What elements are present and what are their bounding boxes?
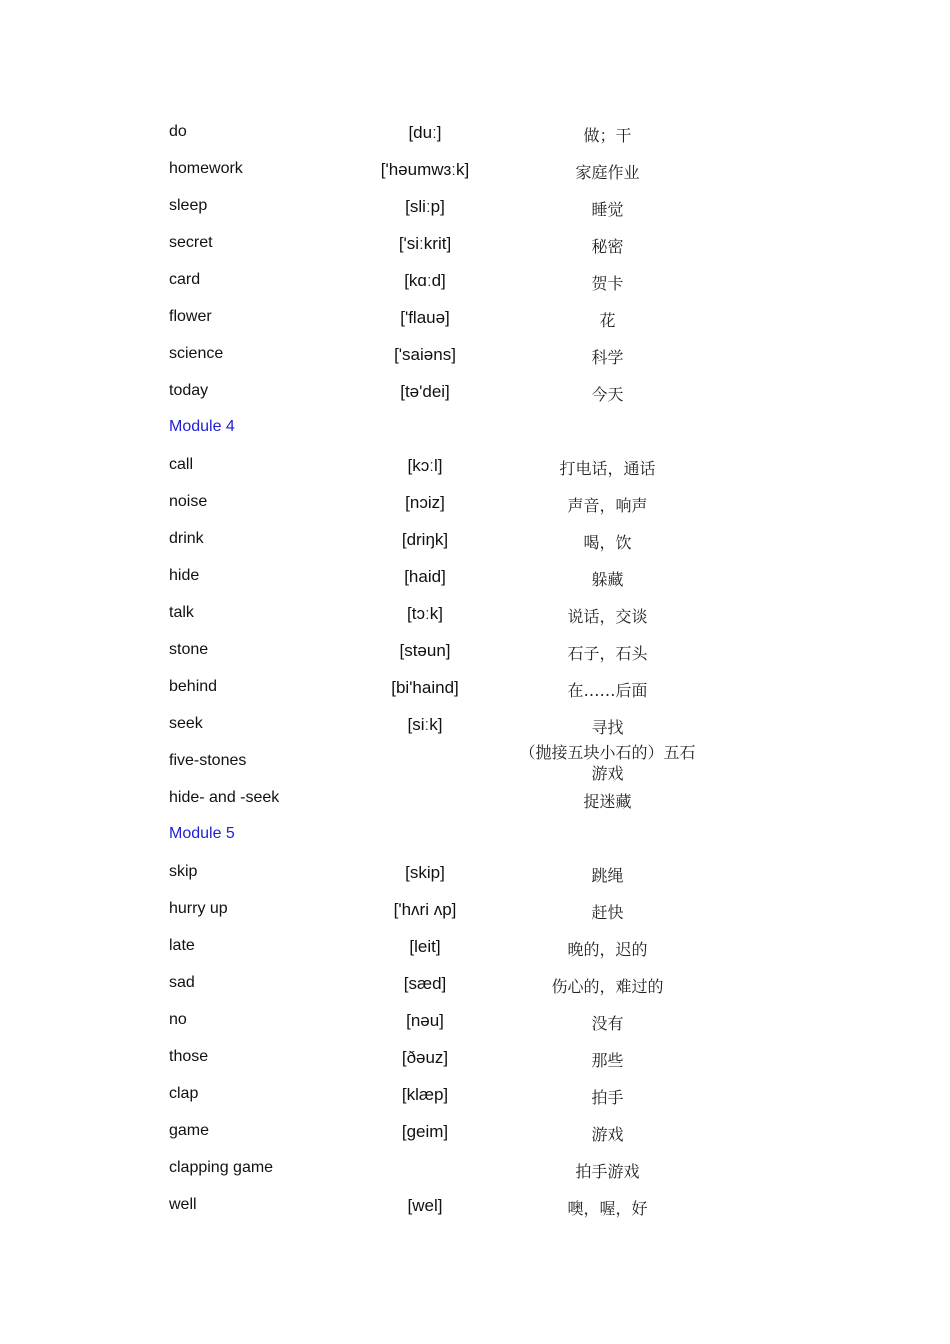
word-cell: skip <box>169 863 198 880</box>
meaning-cell: 睡觉 <box>591 200 624 219</box>
word-cell: clap <box>169 1085 199 1102</box>
table-row <box>0 263 950 300</box>
phonetic-cell: [leit] <box>409 937 441 956</box>
phonetic-cell: [tɔːk] <box>407 604 443 623</box>
table-row <box>0 522 950 559</box>
table-row <box>0 226 950 263</box>
phonetic-cell: [wel] <box>407 1196 443 1215</box>
meaning-cell: 伤心的，难过的 <box>551 977 664 996</box>
meaning-cell: 石子，石头 <box>567 644 648 663</box>
vocabulary-list <box>0 115 950 1225</box>
phonetic-cell: [nəu] <box>406 1011 444 1030</box>
phonetic-cell: [bi'haind] <box>391 678 459 697</box>
phonetic-cell: [driŋk] <box>401 530 449 549</box>
table-row <box>0 744 950 781</box>
table-row <box>0 374 950 411</box>
table-row <box>0 152 950 189</box>
word-cell: stone <box>169 641 209 658</box>
word-cell: seek <box>169 715 203 732</box>
word-cell: five-stones <box>169 752 247 769</box>
module-heading: Module 5 <box>169 825 235 842</box>
word-cell: game <box>169 1122 210 1139</box>
section-heading-row <box>0 411 950 448</box>
table-row <box>0 559 950 596</box>
table-row <box>0 707 950 744</box>
meaning-cell: 秘密 <box>591 237 624 256</box>
word-cell: well <box>169 1196 197 1213</box>
meaning-cell: 没有 <box>591 1014 624 1033</box>
meaning-cell: 晚的，迟的 <box>567 940 648 959</box>
phonetic-cell: [klæp] <box>401 1085 449 1104</box>
word-cell: today <box>169 382 209 399</box>
table-row <box>0 966 950 1003</box>
meaning-cell: 在……后面 <box>567 681 648 700</box>
phonetic-cell: [duː] <box>408 123 442 142</box>
phonetic-cell: [nɔiz] <box>405 493 445 512</box>
word-cell: sleep <box>169 197 208 214</box>
word-cell: sad <box>169 974 195 991</box>
meaning-cell: 拍手 <box>591 1088 624 1107</box>
phonetic-cell: ['flauə] <box>400 308 450 327</box>
word-cell: late <box>169 937 195 954</box>
phonetic-cell: [stəun] <box>399 641 451 660</box>
module-heading: Module 4 <box>169 418 235 435</box>
word-cell: do <box>169 123 187 140</box>
table-row <box>0 448 950 485</box>
meaning-cell: 家庭作业 <box>575 163 640 182</box>
meaning-cell: 捉迷藏 <box>583 792 632 811</box>
word-cell: card <box>169 271 201 288</box>
meaning-cell: 贺卡 <box>591 274 624 293</box>
phonetic-cell: [ðəuz] <box>401 1048 449 1067</box>
section-heading-row <box>0 818 950 855</box>
word-cell: clapping game <box>169 1159 274 1176</box>
table-row <box>0 1077 950 1114</box>
meaning-cell: 寻找 <box>591 718 624 737</box>
meaning-cell: 做；干 <box>583 126 632 145</box>
word-cell: noise <box>169 493 208 510</box>
word-cell: drink <box>169 530 204 547</box>
table-row <box>0 1151 950 1188</box>
word-cell: hide <box>169 567 200 584</box>
meaning-cell: 跳绳 <box>591 866 624 885</box>
word-cell: talk <box>169 604 194 621</box>
meaning-cell: 今天 <box>591 385 624 404</box>
table-row <box>0 855 950 892</box>
word-cell: call <box>169 456 194 473</box>
phonetic-cell: [skip] <box>405 863 445 882</box>
phonetic-cell: ['saiəns] <box>394 345 456 364</box>
table-row <box>0 1003 950 1040</box>
meaning-cell: 说话，交谈 <box>567 607 648 626</box>
phonetic-cell: [tə'dei] <box>400 382 450 401</box>
phonetic-cell: [kɑːd] <box>404 271 446 290</box>
table-row <box>0 337 950 374</box>
word-cell: science <box>169 345 224 362</box>
word-cell: flower <box>169 308 212 325</box>
word-cell: behind <box>169 678 218 695</box>
phonetic-cell: [kɔːl] <box>407 456 443 475</box>
meaning-cell: 花 <box>599 311 616 330</box>
word-cell: secret <box>169 234 213 251</box>
phonetic-cell: [haid] <box>404 567 446 586</box>
table-row <box>0 300 950 337</box>
word-cell: hurry up <box>169 900 228 917</box>
phonetic-cell: [geim] <box>401 1122 449 1141</box>
meaning-cell: 科学 <box>591 348 624 367</box>
word-cell: those <box>169 1048 209 1065</box>
phonetic-cell: ['hʌri ʌp] <box>393 900 457 919</box>
table-row <box>0 892 950 929</box>
phonetic-cell: [siːk] <box>407 715 443 734</box>
table-row <box>0 633 950 670</box>
meaning-cell: 赶快 <box>591 903 624 922</box>
meaning-cell: 噢，喔，好 <box>567 1199 648 1218</box>
phonetic-cell: ['siːkrit] <box>398 234 452 253</box>
meaning-cell: 打电话，通话 <box>559 459 656 478</box>
table-row <box>0 485 950 522</box>
table-row <box>0 596 950 633</box>
word-cell: no <box>169 1011 187 1028</box>
table-row <box>0 781 950 818</box>
table-row <box>0 1040 950 1077</box>
phonetic-cell: ['həumwɜːk] <box>380 160 470 179</box>
table-row <box>0 115 950 152</box>
meaning-cell: 躲藏 <box>591 570 624 589</box>
phonetic-cell: [sliːp] <box>405 197 445 216</box>
table-row <box>0 929 950 966</box>
phonetic-cell: [sæd] <box>403 974 447 993</box>
meaning-cell: 那些 <box>591 1051 624 1070</box>
meaning-cell: （抛接五块小石的）五石游戏 <box>519 743 696 783</box>
word-cell: homework <box>169 160 243 177</box>
table-row <box>0 1114 950 1151</box>
meaning-cell: 拍手游戏 <box>575 1162 640 1181</box>
word-cell: hide- and -seek <box>169 789 280 806</box>
meaning-cell: 游戏 <box>591 1125 624 1144</box>
meaning-cell: 喝，饮 <box>583 533 632 552</box>
table-row <box>0 189 950 226</box>
table-row <box>0 670 950 707</box>
table-row <box>0 1188 950 1225</box>
meaning-cell: 声音，响声 <box>567 496 648 515</box>
